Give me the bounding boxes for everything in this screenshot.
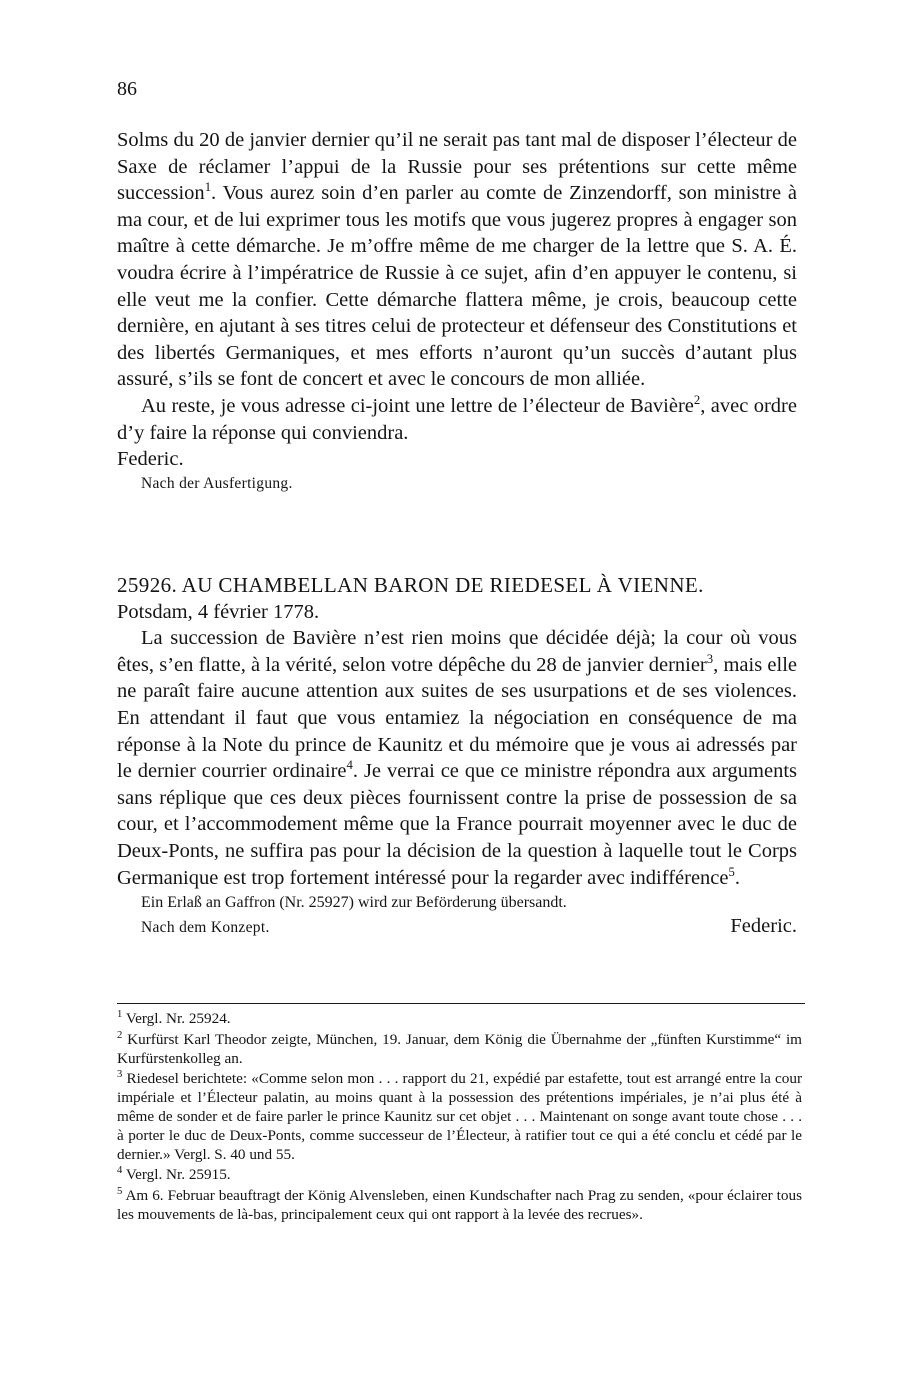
footnote-5: $^5$ Am 6. Februar beauftragt der König Alvensleben, einen Kundschafter nach Prag zu senden, «pour éclairer tous les mouvements de là-bas, principalement ceux qui ont rapport à la levée des recrues». <box>117 1186 802 1223</box>
continued-paragraph-2: Au reste, je vous adresse ci-joint une lettre de l’électeur de Bavière$^2$, avec ordre d’y faire la réponse qui conviendra. <box>117 393 797 444</box>
page-number: 86 <box>117 78 137 100</box>
letter-heading: 25926. AU CHAMBELLAN BARON DE RIEDESEL À VIENNE. <box>117 573 704 597</box>
letter-paragraph: La succession de Bavière n’est rien moins que décidée déjà; la cour où vous êtes, s’en flatte, à la vérité, selon votre dépêche du 28 de janvier dernier$^3$, mais elle ne paraît faire aucune attention aux suites de ses usurpations et de ses violences. En attendant il faut que vous entamiez la négociation en conséquence de ma réponse à la Note du prince de Kaunitz et du mémoire que je vous ai adressés par le dernier courrier ordinaire$^4$. Je verrai ce que ce ministre répondra aux arguments sans réplique que ces deux pièces fournissent contre la prise de possession de sa cour, et l’accommodement même que la France pourrait moyenner avec le duc de Deux-Ponts, ne suffira pas pour la décision de la question à laquelle tout le Corps Germanique est trop fortement intéressé pour la regarder avec indifférence$^5$. <box>117 627 797 889</box>
signature: Federic. <box>730 915 797 938</box>
footnote-ref-5[interactable]: 5 <box>728 864 735 879</box>
letter-dateline: Potsdam, 4 février 1778. <box>117 600 320 623</box>
footnote-ref-2[interactable]: 2 <box>693 393 701 408</box>
footnote-ref-3[interactable]: 3 <box>706 651 714 666</box>
footnote-ref-1[interactable]: 1 <box>204 180 212 195</box>
letter-footer <box>117 913 797 942</box>
footnote-2: $^2$ Kurfürst Karl Theodor zeigte, München, 19. Januar, dem König die Übernahme der „fünften Kurstimme“ im Kurfürstenkolleg an. <box>117 1029 802 1067</box>
source-note: Nach der Ausfertigung. <box>141 474 293 492</box>
footnote-1: $^1$ Vergl. Nr. 25924. <box>117 1008 231 1027</box>
footnote-divider <box>117 1003 805 1004</box>
continued-letter <box>117 127 797 497</box>
forward-note: Ein Erlaß an Gaffron (Nr. 25927) wird zur Beförderung übersandt. <box>141 894 567 912</box>
footnote-4: $^4$ Vergl. Nr. 25915. <box>117 1165 231 1184</box>
footnote-3: $^3$ Riedesel berichtete: «Comme selon mon . . . rapport du 21, expédié par estafette, tout est arrangé entre la cour impériale et l’Électeur palatin, au moins quant à la possession des prétentions impériales, je n’ai plus été à même de sonder et de faire parler le prince Kaunitz sur cet objet . . . Maintenant on songe avant toute chose . . . à porter le duc de Deux-Ponts, comme successeur de l’Électeur, à ratifier tout ce qui a été conclu et cédé par le dernier.» Vergl. S. 40 und 55. <box>117 1069 803 1163</box>
source-note: Nach dem Konzept. <box>141 919 270 937</box>
footnotes <box>117 1010 802 1227</box>
letter-25926 <box>117 572 797 942</box>
signature: Federic. <box>117 448 184 471</box>
footnote-ref-4[interactable]: 4 <box>346 758 353 773</box>
continued-paragraph-1: Solms du 20 de janvier dernier qu’il ne serait pas tant mal de disposer l’électeur de Saxe de réclamer l’appui de la Russie pour ses prétentions sur cette même succession$^1$. Vous aurez soin d’en parler au comte de Zinzendorff, son ministre à ma cour, et de lui exprimer tous les motifs que vous jugerez propres à engager son maître à cette démarche. Je m’offre même de me charger de la lettre que S. A. É. voudra écrire à l’impératrice de Russie à ce sujet, afin d’en appuyer le contenu, si elle veut me la confier. Cette démarche flattera même, je crois, beaucoup cette dernière, en ajutant à ses titres celui de protecteur et défenseur des Constitutions et des libertés Germaniques, et mes efforts n’auront qu’un succès d’autant plus assuré, s’ils se font de concert et avec le concours de mon alliée. <box>117 129 797 391</box>
